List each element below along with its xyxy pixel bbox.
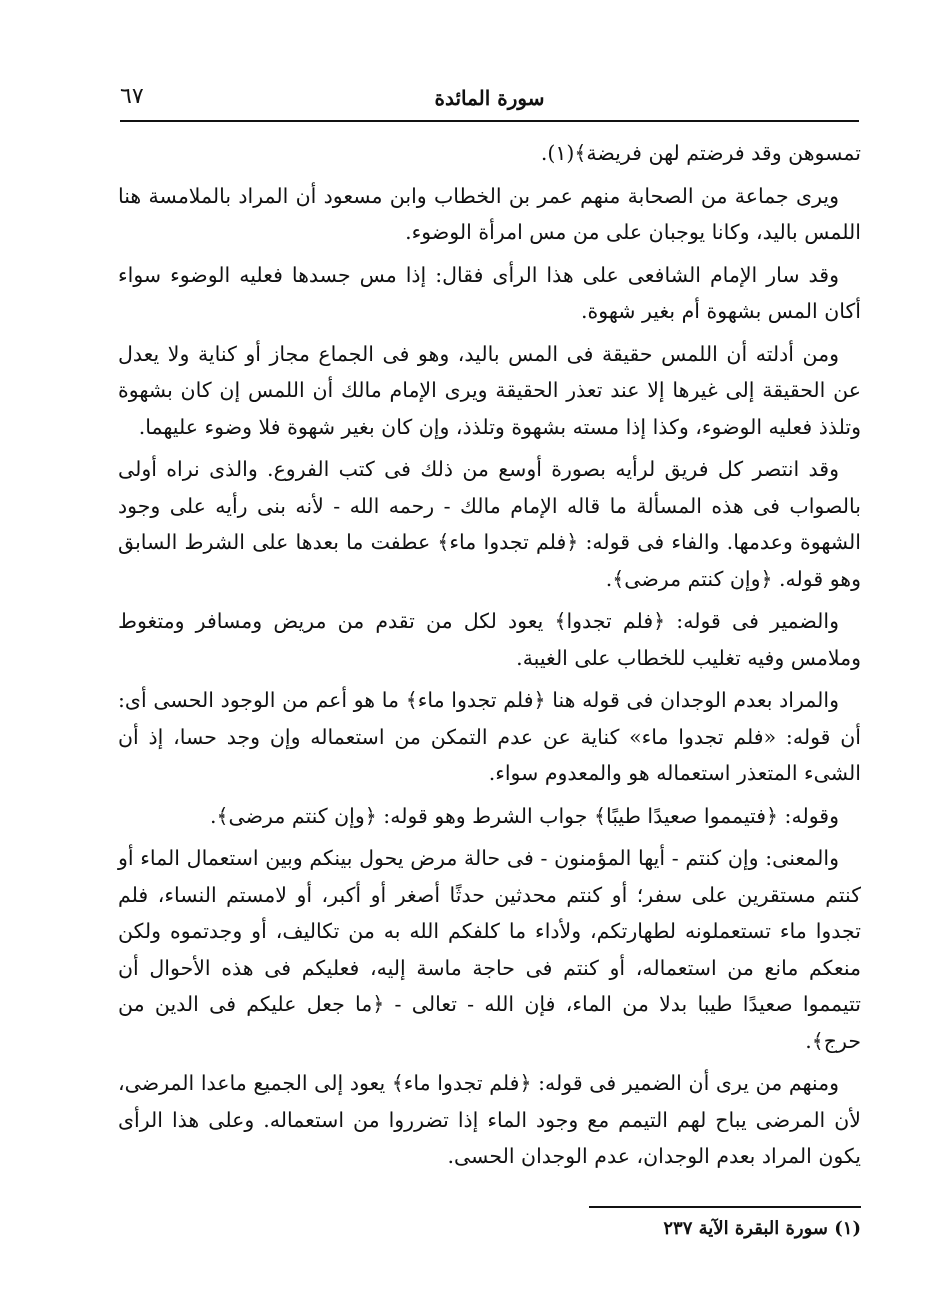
main-text: [118, 135, 861, 1181]
surah-title: سورة المائدة: [434, 86, 545, 110]
paragraph: والضمير فى قوله: ﴿فلم تجدوا﴾ يعود لكل من تقدم من مريض ومسافر ومتغوط وملامس وفيه تغليب للخطاب على الغيبة.: [118, 609, 861, 670]
footnote: (١) سورة البقرة الآية ٢٣٧: [663, 1218, 861, 1239]
paragraph: وقد انتصر كل فريق لرأيه بصورة أوسع من ذلك فى كتب الفروع. والذى نراه أولى بالصواب فى هذه المسألة ما قاله الإمام مالك - رحمه الله - لأنه بنى رأيه على وجود الشهوة وعدمها. والفاء فى قوله: ﴿فلم تجدوا ماء﴾ عطفت ما بعدها على الشرط السابق وهو قوله. ﴿وإن كنتم مرضى﴾.: [118, 457, 861, 591]
paragraph: ويرى جماعة من الصحابة منهم عمر بن الخطاب وابن مسعود أن المراد بالملامسة هنا اللمس باليد، وكانا يوجبان على من مس امرأة الوضوء.: [118, 183, 861, 244]
paragraph: والمراد بعدم الوجدان فى قوله هنا ﴿فلم تجدوا ماء﴾ ما هو أعم من الوجود الحسى أى: أن قوله: «فلم تجدوا ماء» كناية عن عدم التمكن من استعماله وإن وجد حسا، إذ أن الشىء المتعذر استعماله هو والمعدوم سواء.: [118, 688, 861, 785]
running-header: [120, 78, 859, 118]
paragraph: ومن أدلته أن اللمس حقيقة فى المس باليد، وهو فى الجماع مجاز أو كناية ولا يعدل عن الحقيقة إلى غيرها إلا عند تعذر الحقيقة ويرى الإمام مالك أن اللمس إن كان بشهوة وتلذذ فعليه الوضوء، وكذا إذا مسته بشهوة وتلذذ، وإن كان بغير شهوة فلا وضوء عليهما.: [118, 341, 861, 439]
paragraph: وقد سار الإمام الشافعى على هذا الرأى فقال: إذا مس جسدها فعليه الوضوء سواء أكان المس بشهوة أم بغير شهوة.: [118, 262, 861, 323]
paragraph: ومنهم من يرى أن الضمير فى قوله: ﴿فلم تجدوا ماء﴾ يعود إلى الجميع ماعدا المرضى، لأن المرضى يباح لهم التيمم مع وجود الماء إذا تضرروا من استعماله. وعلى هذا الرأى يكون المراد بعدم الوجدان، عدم الوجدان الحسى.: [118, 1071, 861, 1168]
paragraph: تمسوهن وقد فرضتم لهن فريضة﴾(١).: [540, 141, 861, 165]
footnote-divider: [589, 1206, 861, 1208]
page-number: ٦٧: [120, 84, 144, 109]
paragraph: وقوله: ﴿فتيمموا صعيدًا طيبًا﴾ جواب الشرط وهو قوله: ﴿وإن كنتم مرضى﴾.: [210, 803, 839, 828]
header-divider: [120, 120, 859, 122]
paragraph: والمعنى: وإن كنتم - أيها المؤمنون - فى حالة مرض يحول بينكم وبين استعمال الماء أو كنتم مستقرين على سفر؛ أو كنتم محدثين حدثًا أصغر أو أكبر، أو لامستم النساء، فلم تجدوا ماء تستعملونه لطهارتكم، ولأداء ما كلفكم الله به من تكاليف، أو وجدتموه ولكن منعكم مانع من استعماله، أو كنتم فى حاجة ماسة إليه، فعليكم فى هذه الأحوال أن تتيمموا صعيدًا طيبا بدلا من الماء، فإن الله - تعالى - ﴿ما جعل عليكم فى الدين من حرج﴾.: [118, 846, 861, 1053]
